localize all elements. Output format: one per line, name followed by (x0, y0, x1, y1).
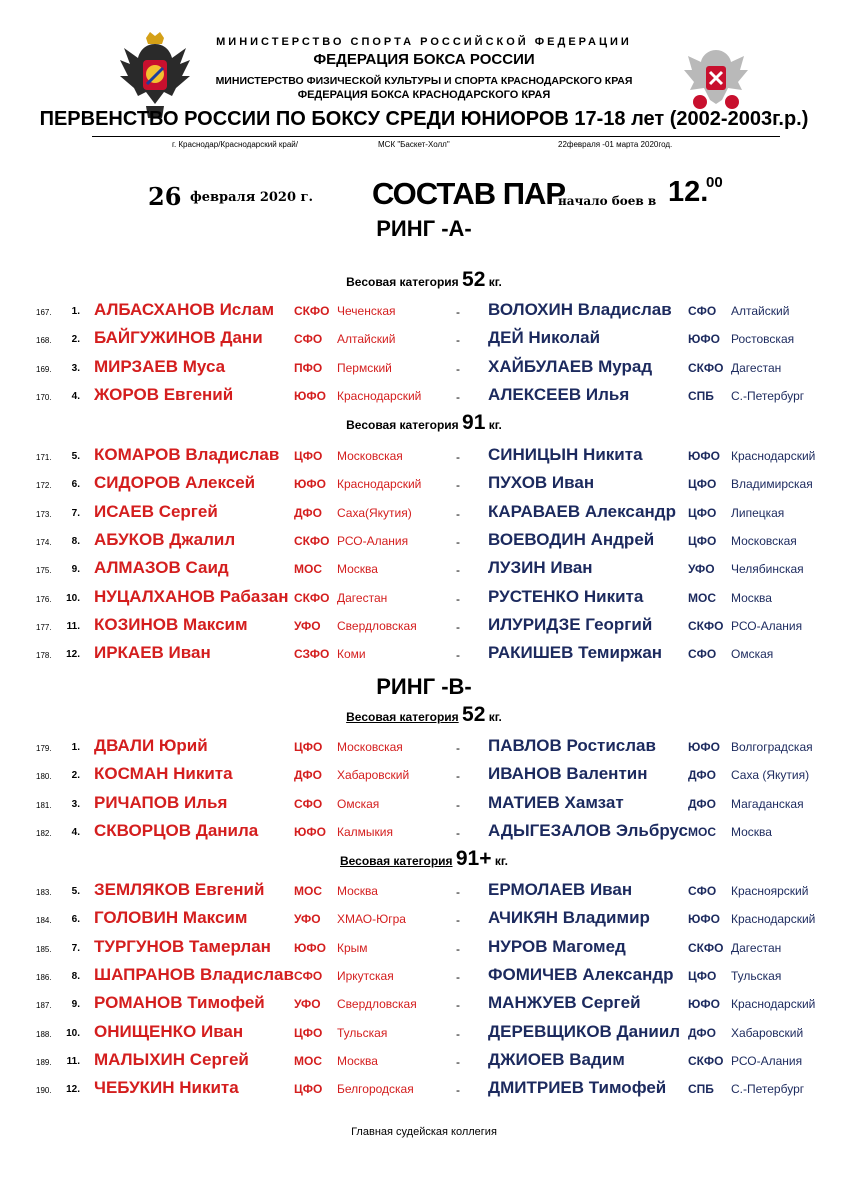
bout-sequence-number: 186. (36, 972, 52, 982)
bout-separator: - (456, 648, 460, 663)
blue-corner-name: ДЕРЕВЩИКОВ Даниил (488, 1021, 681, 1041)
bout-row (0, 736, 848, 760)
red-corner-district: УФО (294, 912, 321, 927)
blue-corner-district: УФО (688, 562, 715, 577)
red-corner-region: Омская (337, 796, 380, 811)
bout-number: 5. (71, 451, 80, 462)
blue-corner-name: АЧИКЯН Владимир (488, 908, 650, 928)
bout-sequence-number: 173. (36, 509, 52, 519)
bout-sequence-number: 181. (36, 800, 52, 810)
bout-sequence-number: 184. (36, 916, 52, 926)
bout-separator: - (456, 450, 460, 464)
blue-corner-region: Омская (731, 647, 774, 662)
bout-separator: - (456, 1054, 460, 1069)
bout-sequence-number: 167. (36, 308, 52, 317)
blue-corner-region: Москва (731, 824, 772, 839)
bout-row (0, 793, 848, 817)
red-corner-name: ШАПРАНОВ Владислав (94, 964, 294, 984)
bout-number: 7. (71, 507, 80, 519)
bout-separator: - (456, 1083, 460, 1098)
red-corner-name: ДВАЛИ Юрий (94, 736, 208, 755)
blue-corner-name: ВОЛОХИН Владислав (488, 300, 672, 319)
bout-row (0, 821, 848, 845)
red-corner-name: РИЧАПОВ Илья (94, 792, 228, 812)
blue-corner-name: ВОЕВОДИН Андрей (488, 529, 655, 549)
blue-corner-name: ДМИТРИЕВ Тимофей (488, 1078, 667, 1098)
event-venue: МСК "Баскет-Холл" (378, 140, 450, 149)
bout-sequence-number: 187. (36, 1001, 52, 1011)
red-corner-region: Алтайский (337, 332, 396, 347)
blue-corner-district: ЮФО (688, 449, 720, 463)
red-corner-name: АЛБАСХАНОВ Ислам (94, 300, 275, 319)
event-dates: 22февраля -01 марта 2020год. (558, 140, 673, 149)
blue-corner-region: Дагестан (731, 940, 782, 955)
bout-row (0, 880, 848, 904)
red-corner-district: ЮФО (294, 824, 326, 839)
blue-corner-name: ХАЙБУЛАЕВ Мурад (488, 356, 653, 376)
blue-corner-region: Дагестан (731, 360, 782, 375)
ministry-heading: МИНИСТЕРСТВО СПОРТА РОССИЙСКОЙ ФЕДЕРАЦИИ (216, 36, 632, 48)
bout-separator: - (456, 333, 460, 348)
blue-corner-district: СКФО (688, 940, 724, 955)
weight-unit: кг. (494, 854, 508, 868)
blue-corner-name: АДЫГЕЗАЛОВ Эльбрус (488, 820, 688, 840)
blue-corner-name: РАКИШЕВ Темиржан (488, 643, 663, 663)
blue-corner-region: Тульская (731, 968, 782, 983)
bout-sequence-number: 188. (36, 1029, 52, 1039)
red-corner-name: НУЦАЛХАНОВ Рабазан (94, 586, 289, 606)
red-corner-region: Чеченская (337, 304, 396, 318)
bout-row (0, 300, 848, 324)
bout-number: 6. (71, 479, 80, 491)
blue-corner-region: Красноярский (731, 884, 809, 898)
blue-corner-region: Краснодарский (731, 997, 816, 1012)
red-corner-name: ГОЛОВИН Максим (94, 908, 248, 928)
bout-row (0, 993, 848, 1017)
bout-number: 10. (66, 1027, 80, 1039)
red-corner-region: Свердловская (337, 618, 417, 633)
red-corner-name: МИРЗАЕВ Муса (94, 356, 226, 376)
red-corner-district: МОС (294, 562, 322, 577)
bout-row (0, 1022, 848, 1046)
blue-corner-district: СФО (688, 647, 717, 662)
bout-number: 1. (71, 306, 80, 317)
chief-judges-signature: Главная судейская коллегия (351, 1126, 497, 1138)
blue-corner-name: ЕРМОЛАЕВ Иван (488, 880, 633, 899)
bout-number: 1. (71, 742, 80, 753)
red-corner-name: АЛМАЗОВ Саид (94, 558, 229, 578)
red-corner-region: Тульская (337, 1025, 388, 1040)
red-corner-region: Москва (337, 1053, 378, 1068)
bout-sequence-number: 180. (36, 772, 52, 782)
red-corner-district: ДФО (294, 768, 322, 783)
red-corner-name: БАЙГУЖИНОВ Дани (94, 328, 263, 348)
red-corner-name: ТУРГУНОВ Тамерлан (94, 936, 271, 956)
red-corner-region: Краснодарский (337, 388, 422, 403)
blue-corner-name: ПАВЛОВ Ростислав (488, 736, 656, 755)
red-corner-region: Свердловская (337, 997, 417, 1012)
bout-number: 4. (71, 390, 80, 402)
red-corner-district: ЦФО (294, 449, 323, 463)
bout-number: 10. (66, 592, 80, 604)
blue-corner-district: СКФО (688, 618, 724, 633)
bout-separator: - (456, 563, 460, 578)
blue-corner-region: Саха (Якутия) (731, 768, 810, 783)
bout-sequence-number: 177. (36, 622, 52, 632)
blue-corner-region: РСО-Алания (731, 618, 803, 633)
bout-number: 2. (71, 334, 80, 346)
blue-corner-name: АЛЕКСЕЕВ Илья (488, 384, 630, 404)
red-corner-district: МОС (294, 1053, 322, 1068)
red-corner-district: ЮФО (294, 940, 326, 955)
bout-separator: - (456, 885, 460, 899)
red-corner-district: МОС (294, 884, 322, 898)
championship-title: ПЕРВЕНСТВО РОССИИ ПО БОКСУ СРЕДИ ЮНИОРОВ 17-18 лет (2002-2003г.р.) (39, 108, 809, 130)
title-underline (92, 136, 780, 137)
red-corner-district: ЦФО (294, 1025, 323, 1040)
red-corner-name: РОМАНОВ Тимофей (94, 993, 265, 1013)
weight-category-label: Весовая категория (346, 275, 459, 289)
ring-a-heading: РИНГ -А- (376, 216, 472, 241)
blue-corner-district: МОС (688, 824, 716, 839)
bout-row (0, 587, 848, 611)
weight-category-label: Весовая категория (340, 854, 453, 868)
bout-separator: - (456, 506, 460, 521)
weight-unit: кг. (488, 275, 502, 289)
blue-corner-district: МОС (688, 590, 716, 605)
red-corner-name: ЖОРОВ Евгений (94, 384, 234, 404)
blue-corner-district: ДФО (688, 768, 716, 783)
red-corner-region: Саха(Якутия) (337, 505, 412, 520)
red-corner-district: СКФО (294, 590, 330, 605)
blue-corner-district: ЦФО (688, 533, 717, 548)
red-corner-region: ХМАО-Югра (337, 912, 406, 927)
weight-value: 91 (462, 411, 486, 434)
red-corner-name: ЗЕМЛЯКОВ Евгений (94, 880, 265, 899)
start-label: начало боев в (558, 194, 657, 208)
blue-corner-name: ИЛУРИДЗЕ Георгий (488, 614, 653, 634)
weight-unit: кг. (488, 418, 502, 432)
bout-number: 9. (71, 999, 80, 1011)
red-corner-region: Белгородская (337, 1082, 414, 1097)
blue-corner-region: Волгоградская (731, 740, 813, 754)
blue-corner-name: ФОМИЧЕВ Александр (488, 964, 674, 984)
bout-number: 11. (66, 620, 80, 632)
start-minutes: 00 (706, 174, 723, 191)
blue-corner-name: МАТИЕВ Хамзат (488, 792, 624, 812)
blue-corner-name: ИВАНОВ Валентин (488, 764, 648, 784)
red-corner-name: ИРКАЕВ Иван (94, 643, 211, 663)
red-corner-name: ОНИЩЕНКО Иван (94, 1021, 244, 1041)
blue-corner-region: С.-Петербург (731, 388, 805, 403)
red-corner-district: ЮФО (294, 477, 326, 492)
blue-corner-region: Владимирская (731, 477, 813, 492)
bout-separator: - (456, 741, 460, 755)
red-corner-region: Крым (337, 940, 368, 955)
blue-corner-district: СФО (688, 304, 717, 318)
bout-row (0, 445, 848, 469)
blue-corner-district: ДФО (688, 796, 716, 811)
bout-number: 7. (71, 942, 80, 954)
red-corner-district: УФО (294, 997, 321, 1012)
bout-sequence-number: 182. (36, 828, 52, 838)
bout-number: 9. (71, 564, 80, 576)
bout-separator: - (456, 478, 460, 493)
blue-corner-district: ЦФО (688, 477, 717, 492)
bout-row (0, 615, 848, 639)
bout-number: 3. (71, 362, 80, 374)
red-corner-district: СКФО (294, 304, 330, 318)
blue-corner-region: РСО-Алания (731, 1053, 803, 1068)
bout-sequence-number: 176. (36, 594, 52, 604)
blue-corner-name: РУСТЕНКО Никита (488, 586, 644, 606)
red-corner-district: СКФО (294, 533, 330, 548)
blue-corner-district: ЮФО (688, 332, 720, 347)
bout-separator: - (456, 941, 460, 956)
bout-number: 12. (66, 649, 80, 661)
blue-corner-name: МАНЖУЕВ Сергей (488, 993, 641, 1013)
bout-separator: - (456, 619, 460, 634)
bout-row (0, 764, 848, 788)
federation-heading: ФЕДЕРАЦИЯ БОКСА РОССИИ (313, 51, 535, 68)
red-corner-name: ИСАЕВ Сергей (94, 501, 218, 521)
weight-value: 91+ (455, 847, 492, 870)
blue-corner-name: ЛУЗИН Иван (488, 558, 593, 578)
bout-row (0, 1078, 848, 1102)
bout-row (0, 558, 848, 582)
blue-corner-name: НУРОВ Магомед (488, 936, 626, 956)
blue-corner-region: Магаданская (731, 796, 804, 811)
red-corner-district: СФО (294, 796, 323, 811)
bout-separator: - (456, 969, 460, 984)
red-corner-district: СФО (294, 332, 323, 347)
red-corner-name: КОСМАН Никита (94, 764, 233, 784)
bout-sequence-number: 189. (36, 1057, 52, 1067)
bout-number: 2. (71, 770, 80, 782)
bout-separator: - (456, 305, 460, 319)
bout-number: 8. (71, 970, 80, 982)
bout-sequence-number: 190. (36, 1086, 52, 1096)
bout-sequence-number: 174. (36, 537, 52, 547)
blue-corner-name: СИНИЦЫН Никита (488, 445, 643, 464)
start-hour: 12. (668, 176, 709, 208)
bout-row (0, 908, 848, 932)
regional-ministry-heading: МИНИСТЕРСТВО ФИЗИЧЕСКОЙ КУЛЬТУРЫ И СПОРТА КРАСНОДАРСКОГО КРАЯ (215, 75, 633, 87)
blue-corner-district: СКФО (688, 1053, 724, 1068)
blue-corner-region: Ростовская (731, 332, 795, 347)
red-corner-region: Московская (337, 740, 403, 754)
bout-row (0, 357, 848, 381)
blue-corner-district: ЮФО (688, 997, 720, 1012)
bout-row (0, 502, 848, 526)
bout-sequence-number: 170. (36, 392, 52, 402)
bout-number: 3. (71, 798, 80, 810)
bout-row (0, 643, 848, 667)
blue-corner-region: Москва (731, 590, 772, 605)
regional-federation-heading: ФЕДЕРАЦИЯ БОКСА КРАСНОДАРСКОГО КРАЯ (297, 89, 551, 101)
ring-b-heading: РИНГ -В- (376, 674, 472, 699)
blue-corner-region: Челябинская (731, 562, 804, 577)
red-corner-name: КОМАРОВ Владислав (94, 445, 280, 464)
bout-sequence-number: 168. (36, 336, 52, 346)
red-corner-name: АБУКОВ Джалил (94, 529, 236, 549)
weight-category-heading (0, 411, 848, 435)
bout-sequence-number: 175. (36, 566, 52, 576)
blue-corner-district: ЮФО (688, 912, 720, 927)
bout-row (0, 530, 848, 554)
bout-sequence-number: 171. (36, 453, 52, 462)
red-corner-district: ЦФО (294, 1082, 323, 1097)
red-corner-district: СФО (294, 968, 323, 983)
weight-value: 52 (462, 703, 486, 726)
page-title: СОСТАВ ПАР (372, 176, 566, 211)
weight-category-label: Весовая категория (346, 418, 459, 432)
blue-corner-region: Краснодарский (731, 449, 816, 463)
bout-separator: - (456, 591, 460, 606)
red-corner-region: Дагестан (337, 590, 388, 605)
bout-sequence-number: 172. (36, 481, 52, 491)
red-corner-name: СКВОРЦОВ Данила (94, 820, 259, 840)
bout-separator: - (456, 998, 460, 1013)
bout-separator: - (456, 534, 460, 549)
bout-separator: - (456, 1026, 460, 1041)
red-corner-district: УФО (294, 618, 321, 633)
bout-sequence-number: 178. (36, 651, 52, 661)
weight-unit: кг. (488, 710, 502, 724)
red-corner-region: Московская (337, 449, 403, 463)
blue-corner-name: ПУХОВ Иван (488, 473, 595, 493)
red-corner-region: Москва (337, 562, 378, 577)
red-corner-region: Хабаровский (337, 768, 410, 783)
red-corner-district: ЦФО (294, 740, 323, 754)
bout-separator: - (456, 913, 460, 928)
blue-corner-district: ДФО (688, 1025, 716, 1040)
red-corner-name: ЧЕБУКИН Никита (94, 1078, 239, 1098)
bout-separator: - (456, 389, 460, 404)
blue-corner-region: Хабаровский (731, 1025, 804, 1040)
blue-corner-district: СФО (688, 884, 717, 898)
blue-corner-district: СПБ (688, 388, 714, 403)
bout-separator: - (456, 769, 460, 784)
bout-row (0, 328, 848, 352)
bout-number: 12. (66, 1084, 80, 1096)
bout-sequence-number: 185. (36, 944, 52, 954)
red-corner-region: РСО-Алания (337, 533, 409, 548)
bout-day: 26 (148, 182, 182, 211)
red-corner-name: КОЗИНОВ Максим (94, 614, 248, 634)
blue-corner-region: Липецкая (731, 505, 785, 520)
blue-corner-district: ЦФО (688, 505, 717, 520)
blue-corner-district: ЮФО (688, 740, 720, 754)
bout-month-year: февраля 2020 г. (190, 190, 314, 205)
red-corner-district: СЗФО (294, 647, 330, 662)
weight-category-heading (0, 703, 848, 727)
red-corner-region: Краснодарский (337, 477, 422, 492)
event-location: г. Краснодар/Краснодарский край/ (172, 140, 298, 149)
blue-corner-region: Краснодарский (731, 912, 816, 927)
red-corner-name: МАЛЫХИН Сергей (94, 1049, 249, 1069)
red-corner-district: ЮФО (294, 388, 326, 403)
blue-corner-region: Алтайский (731, 304, 790, 318)
red-corner-district: ДФО (294, 505, 322, 520)
bout-row (0, 473, 848, 497)
blue-corner-district: ЦФО (688, 968, 717, 983)
weight-category-heading (0, 847, 848, 871)
blue-corner-region: С.-Петербург (731, 1082, 805, 1097)
red-corner-region: Калмыкия (337, 824, 393, 839)
blue-corner-region: Московская (731, 533, 797, 548)
bout-number: 5. (71, 886, 80, 897)
blue-corner-district: СПБ (688, 1082, 714, 1097)
bout-number: 6. (71, 914, 80, 926)
bout-number: 4. (71, 826, 80, 838)
red-corner-region: Коми (337, 647, 366, 662)
red-corner-region: Иркутская (337, 968, 394, 983)
blue-corner-name: КАРАВАЕВ Александр (488, 501, 676, 521)
red-corner-district: ПФО (294, 360, 323, 375)
bout-row (0, 937, 848, 961)
blue-corner-district: СКФО (688, 360, 724, 375)
red-corner-region: Пермский (337, 360, 392, 375)
red-corner-name: СИДОРОВ Алексей (94, 473, 256, 493)
bout-separator: - (456, 361, 460, 376)
bout-separator: - (456, 797, 460, 812)
bout-number: 11. (66, 1055, 80, 1067)
bout-row (0, 1050, 848, 1074)
blue-corner-name: ДЖИОЕВ Вадим (488, 1049, 625, 1069)
bout-sequence-number: 179. (36, 744, 52, 753)
bout-row (0, 965, 848, 989)
bout-sequence-number: 169. (36, 364, 52, 374)
bout-sequence-number: 183. (36, 888, 52, 897)
blue-corner-name: ДЕЙ Николай (488, 328, 601, 348)
bout-row (0, 385, 848, 409)
weight-category-heading (0, 268, 848, 292)
bout-number: 8. (71, 535, 80, 547)
red-corner-region: Москва (337, 884, 378, 898)
bout-separator: - (456, 825, 460, 840)
weight-category-label: Весовая категория (346, 710, 459, 724)
weight-value: 52 (462, 268, 486, 291)
